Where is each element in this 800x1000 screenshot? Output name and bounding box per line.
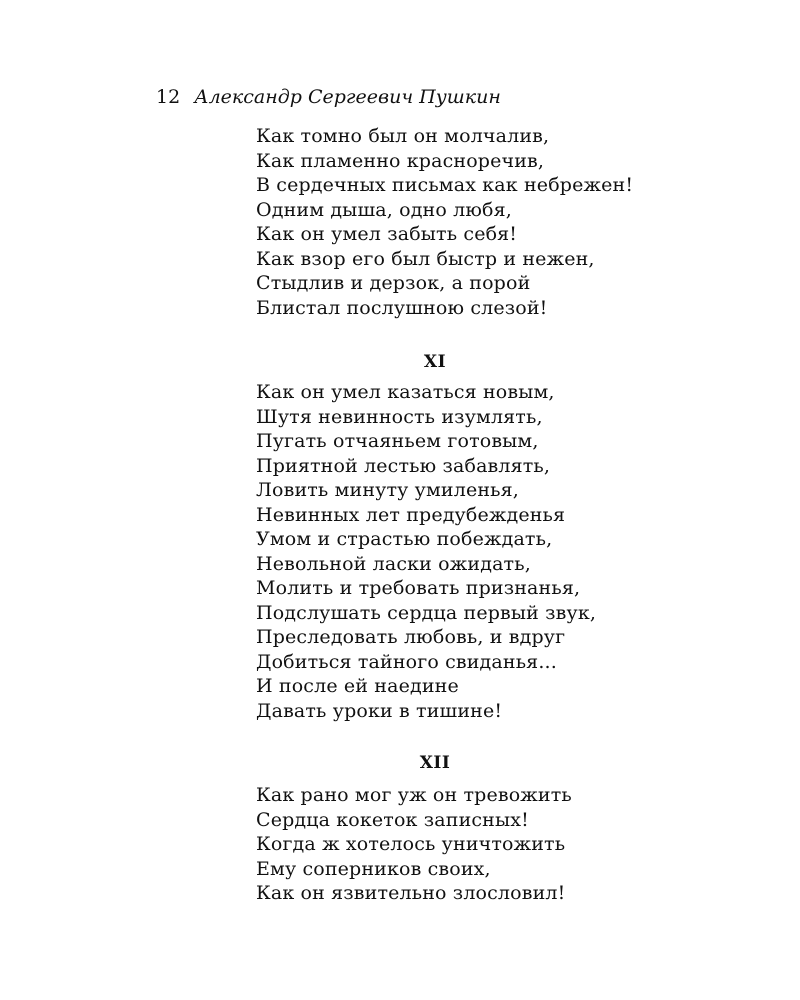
running-title: Александр Сергеевич Пушкин bbox=[194, 86, 501, 108]
poem-line: Невинных лет предубежденья bbox=[256, 503, 566, 526]
poem-line: Добиться тайного свиданья... bbox=[256, 650, 557, 673]
stanza-numeral-xii: XII bbox=[419, 753, 451, 773]
poem-line: Как он умел забыть себя! bbox=[256, 223, 518, 245]
poem-line: Как он язвительно злословил! bbox=[256, 882, 566, 904]
running-head bbox=[156, 86, 501, 108]
poem-line: Преследовать любовь, и вдруг bbox=[256, 626, 566, 648]
poem-line: Как рано мог уж он тревожить bbox=[256, 784, 572, 806]
poem-line: Стыдлив и дерзок, а порой bbox=[256, 272, 531, 294]
poem-line: Пугать отчаяньем готовым, bbox=[256, 430, 539, 452]
stanza-xii bbox=[256, 783, 676, 906]
poem-line: Блистал послушною слезой! bbox=[256, 296, 548, 319]
poem-line: Сердца кокеток записных! bbox=[256, 808, 529, 831]
poem-line: Одним дыша, одно любя, bbox=[256, 198, 512, 221]
poem-line: Как взор его был быстр и нежен, bbox=[256, 247, 595, 270]
poem-line: Ловить минуту умиленья, bbox=[256, 479, 519, 501]
stanza-xi bbox=[256, 380, 676, 723]
poem-line: Шутя невинность изумлять, bbox=[256, 405, 543, 428]
poem-line: Как томно был он молчалив, bbox=[256, 125, 550, 147]
poem-line: Как он умел казаться новым, bbox=[256, 381, 555, 403]
poem-line: Когда ж хотелось уничтожить bbox=[256, 833, 566, 855]
poem-line: Как пламенно красноречив, bbox=[256, 149, 545, 172]
poem-line: И после ей наедине bbox=[256, 675, 459, 697]
poem-line: Давать уроки в тишине! bbox=[256, 699, 503, 722]
poem-line: Невольной ласки ожидать, bbox=[256, 552, 531, 575]
poem-line: Подслушать сердца первый звук, bbox=[256, 601, 597, 624]
poem-line: Ему соперников своих, bbox=[256, 857, 491, 880]
stanza-continued bbox=[256, 124, 676, 320]
poem-line: Молить и требовать признанья, bbox=[256, 577, 581, 599]
page-number: 12 bbox=[156, 86, 181, 108]
poem-line: Умом и страстью побеждать, bbox=[256, 528, 553, 550]
stanza-numeral-xi: XI bbox=[423, 352, 447, 372]
poem-line: В сердечных письмах как небрежен! bbox=[256, 174, 634, 196]
poem-line: Приятной лестью забавлять, bbox=[256, 454, 551, 477]
